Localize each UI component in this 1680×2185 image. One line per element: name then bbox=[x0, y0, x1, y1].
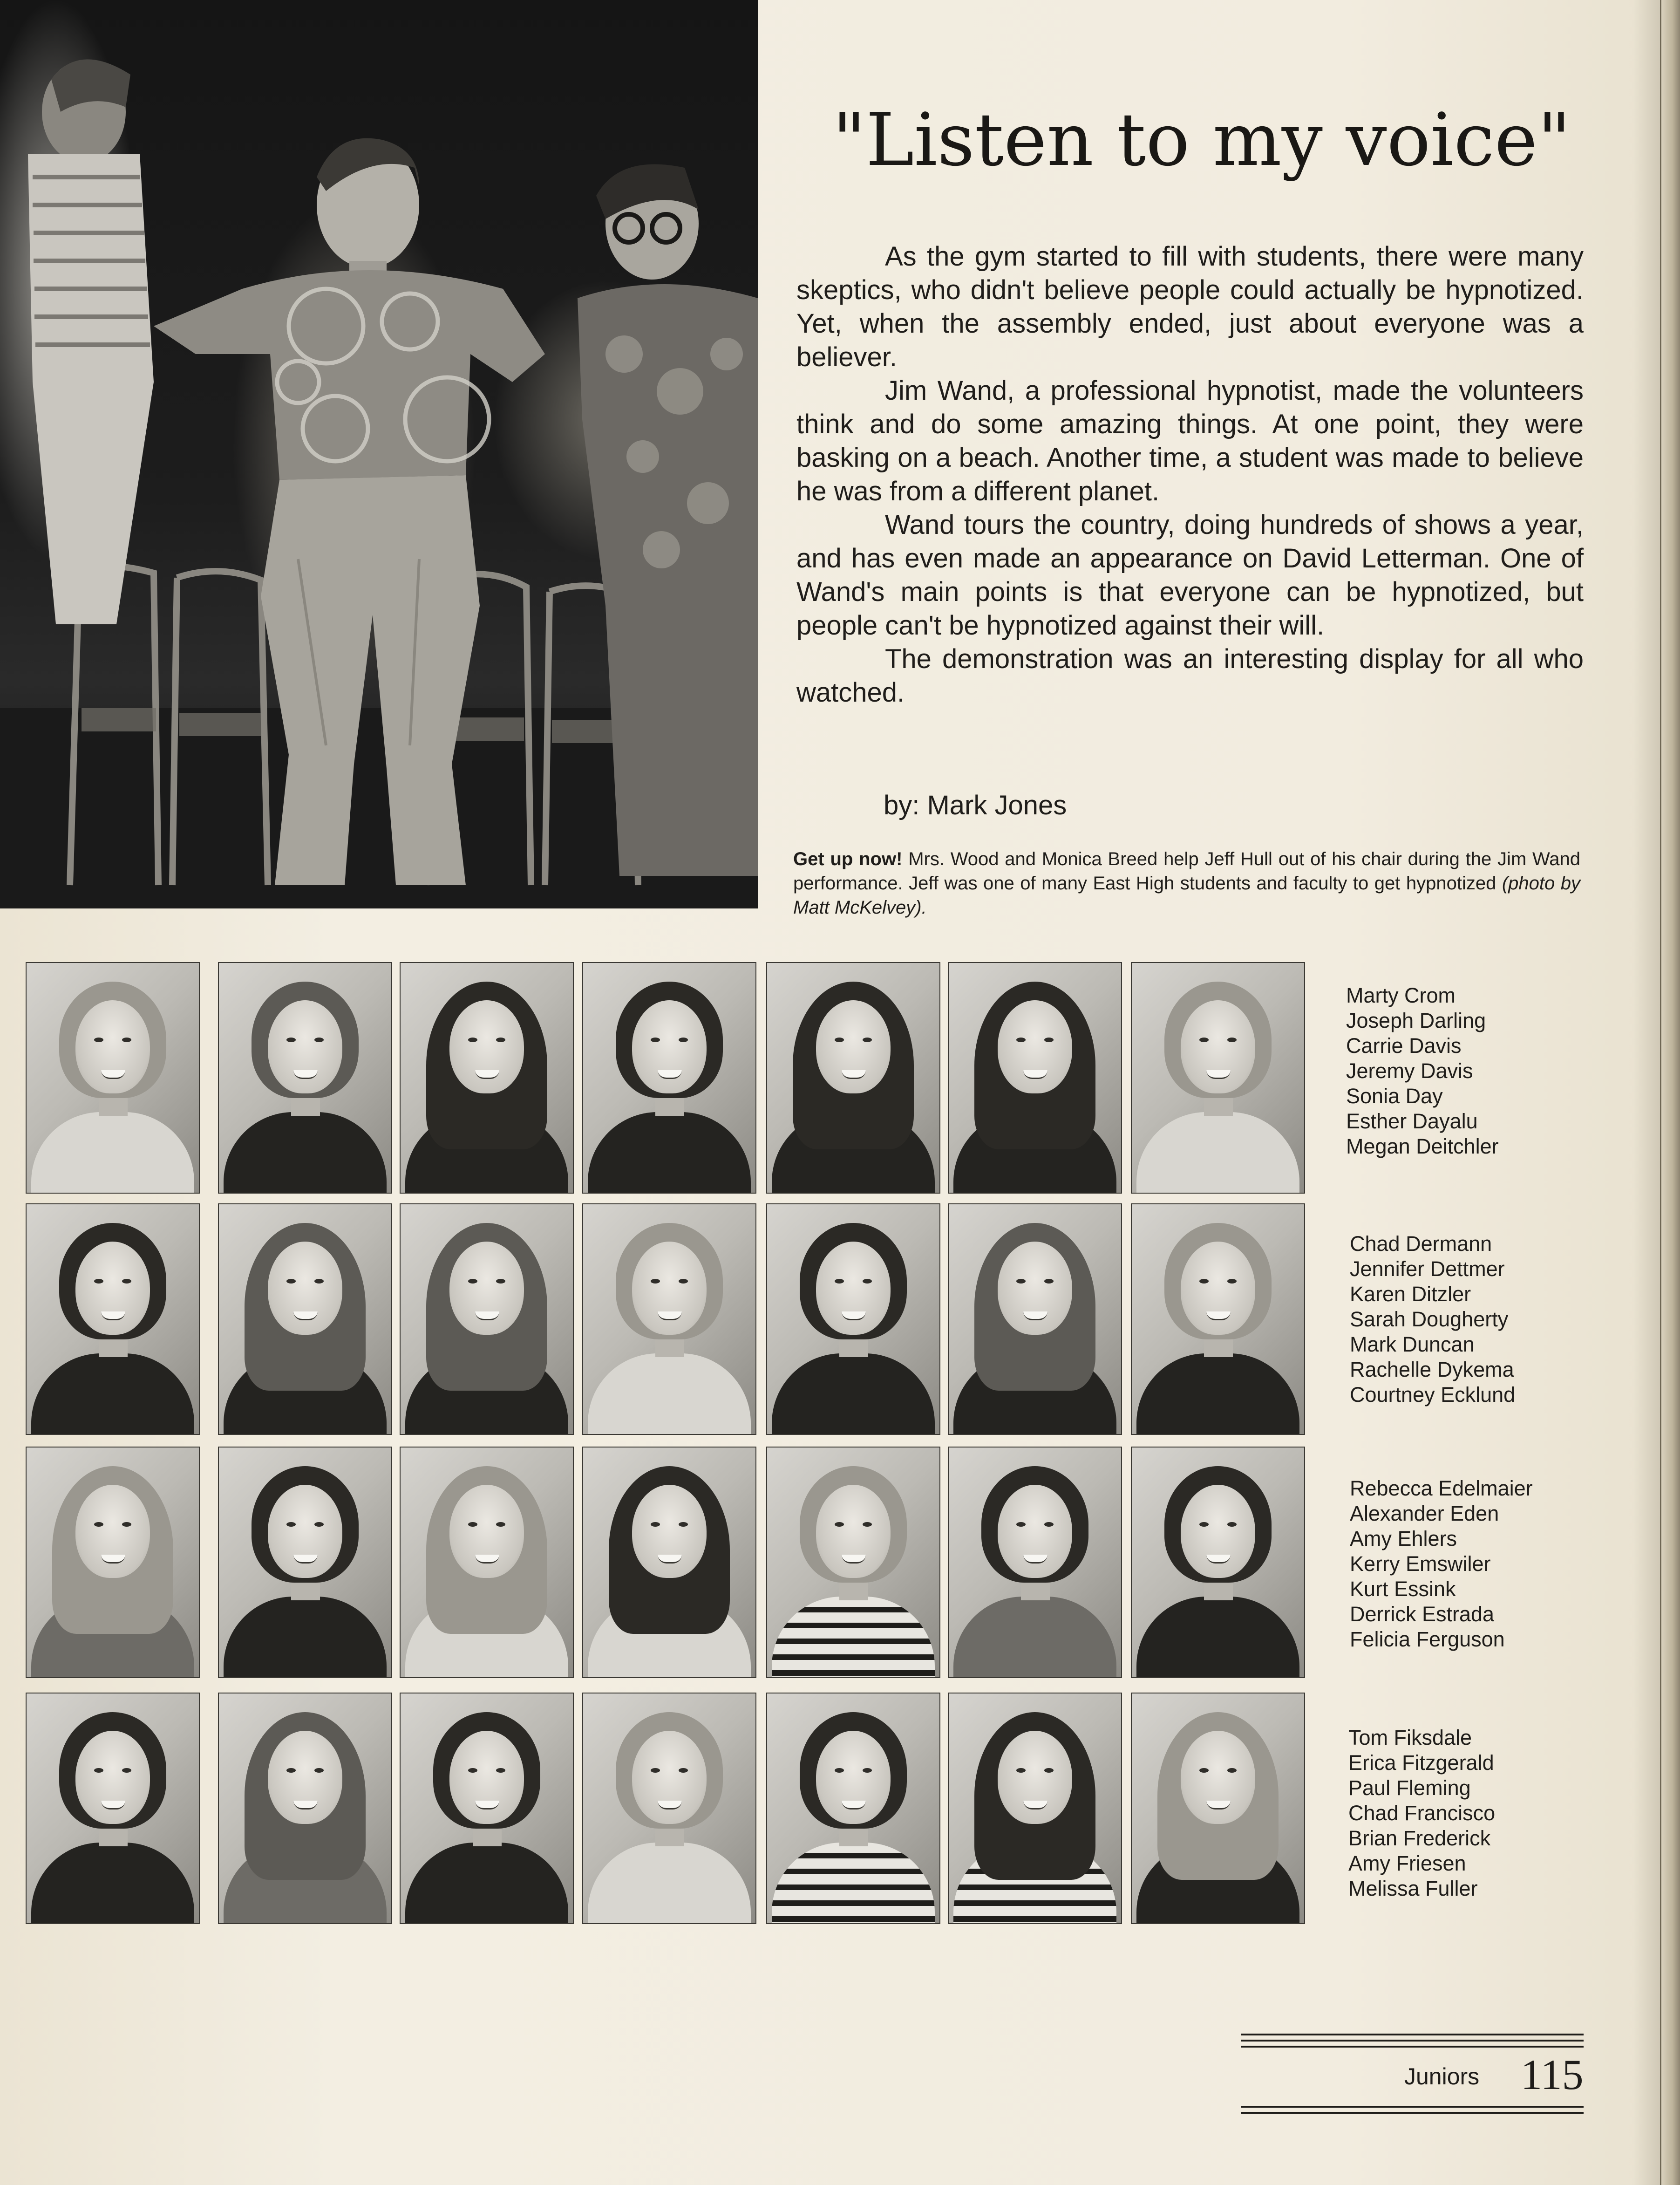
portrait-face bbox=[632, 1731, 707, 1824]
footer-rule bbox=[1241, 2040, 1584, 2042]
student-portrait bbox=[948, 1203, 1122, 1435]
photo-scene bbox=[0, 0, 758, 908]
student-name: Rebecca Edelmaier bbox=[1350, 1476, 1533, 1500]
student-name: Amy Friesen bbox=[1348, 1851, 1466, 1875]
article-body bbox=[796, 240, 1584, 710]
page-binding bbox=[1660, 0, 1680, 2185]
student-portrait bbox=[766, 1447, 940, 1678]
portrait-body bbox=[588, 1353, 751, 1435]
portrait-eye bbox=[1227, 1279, 1237, 1284]
portrait-eye bbox=[94, 1522, 103, 1527]
student-name: Rachelle Dykema bbox=[1350, 1358, 1514, 1381]
caption-credit: (photo by Matt McKelvey). bbox=[793, 873, 1580, 918]
portrait-body bbox=[953, 1597, 1116, 1678]
footer-section-label: Juniors bbox=[1404, 2063, 1480, 2089]
article-paragraph: As the gym started to fill with students, there were many skeptics, who didn't believe people could actually be hypnotized. Yet, when the assembly ended, just about everyone was a believer. bbox=[796, 241, 1584, 372]
portrait-eye bbox=[1199, 1522, 1209, 1527]
portrait-eye bbox=[1016, 1768, 1026, 1773]
portrait-body bbox=[772, 1597, 935, 1678]
student-portrait bbox=[26, 962, 200, 1194]
portrait-eye bbox=[863, 1038, 872, 1042]
portrait-face bbox=[75, 1731, 150, 1824]
portrait-eye bbox=[679, 1038, 688, 1042]
portrait-face bbox=[998, 1485, 1072, 1578]
portrait-eye bbox=[651, 1038, 660, 1042]
student-name: Tom Fiksdale bbox=[1348, 1726, 1472, 1749]
portrait-eye bbox=[468, 1768, 477, 1773]
portrait-face bbox=[816, 1485, 891, 1578]
portrait-eye bbox=[1227, 1522, 1237, 1527]
portrait-eye bbox=[122, 1522, 131, 1527]
student-portrait bbox=[218, 1693, 392, 1924]
student-portrait bbox=[582, 962, 756, 1194]
student-name: Jennifer Dettmer bbox=[1350, 1257, 1505, 1281]
caption-body: Mrs. Wood and Monica Breed help Jeff Hull out of his chair during the Jim Wand performance. Jeff was one of many East High students and faculty to get hypnotized bbox=[793, 849, 1580, 894]
portrait-face bbox=[449, 1000, 524, 1093]
student-portrait bbox=[948, 1693, 1122, 1924]
footer-rule bbox=[1241, 2046, 1584, 2048]
student-portrait bbox=[948, 962, 1122, 1194]
student-portrait bbox=[400, 1447, 574, 1678]
footer-rule bbox=[1241, 2112, 1584, 2114]
portrait-face bbox=[816, 1000, 891, 1093]
portrait-eye bbox=[314, 1768, 324, 1773]
portrait-body bbox=[1136, 1112, 1299, 1194]
student-portrait bbox=[218, 1447, 392, 1678]
portrait-eye bbox=[835, 1522, 844, 1527]
portrait-body bbox=[31, 1843, 194, 1924]
portrait-eye bbox=[679, 1768, 688, 1773]
portrait-eye bbox=[1016, 1522, 1026, 1527]
name-list-row-2 bbox=[1350, 1231, 1515, 1407]
portrait-body bbox=[772, 1843, 935, 1924]
portrait-face bbox=[268, 1242, 342, 1335]
student-portrait bbox=[766, 1693, 940, 1924]
article-paragraph: Jim Wand, a professional hypnotist, made the volunteers think and do some amazing things. At one point, they were basking on a beach. Another time, a student was made to believe he was from a different planet. bbox=[796, 376, 1584, 506]
student-portrait bbox=[26, 1693, 200, 1924]
portrait-eye bbox=[1044, 1038, 1054, 1042]
portrait-face bbox=[1181, 1485, 1255, 1578]
portrait-body bbox=[588, 1112, 751, 1194]
student-portrait bbox=[400, 962, 574, 1194]
portrait-eye bbox=[286, 1522, 296, 1527]
portrait-eye bbox=[94, 1768, 103, 1773]
portrait-eye bbox=[1044, 1279, 1054, 1284]
portrait-eye bbox=[863, 1279, 872, 1284]
student-name: Megan Deitchler bbox=[1346, 1134, 1499, 1158]
portrait-eye bbox=[1044, 1522, 1054, 1527]
student-name: Esther Dayalu bbox=[1346, 1109, 1478, 1133]
footer-rule bbox=[1241, 2034, 1584, 2035]
portrait-eye bbox=[1044, 1768, 1054, 1773]
portrait-body bbox=[224, 1112, 387, 1194]
portrait-eye bbox=[122, 1279, 131, 1284]
student-portrait bbox=[218, 1203, 392, 1435]
student-name: Chad Francisco bbox=[1348, 1801, 1496, 1825]
portrait-face bbox=[449, 1485, 524, 1578]
portrait-eye bbox=[314, 1522, 324, 1527]
student-name: Felicia Ferguson bbox=[1350, 1627, 1505, 1651]
portrait-eye bbox=[863, 1768, 872, 1773]
portrait-eye bbox=[314, 1279, 324, 1284]
student-name: Sonia Day bbox=[1346, 1084, 1443, 1108]
photo-caption bbox=[793, 847, 1580, 920]
student-portrait bbox=[948, 1447, 1122, 1678]
student-portrait bbox=[400, 1693, 574, 1924]
portrait-eye bbox=[468, 1038, 477, 1042]
student-name: Brian Frederick bbox=[1348, 1826, 1491, 1850]
caption-lead: Get up now! bbox=[793, 849, 903, 869]
student-name: Carrie Davis bbox=[1346, 1034, 1462, 1058]
portrait-eye bbox=[1227, 1038, 1237, 1042]
article-paragraph: The demonstration was an interesting display for all who watched. bbox=[796, 644, 1584, 708]
portrait-eye bbox=[286, 1279, 296, 1284]
portrait-eye bbox=[1016, 1038, 1026, 1042]
portrait-face bbox=[75, 1485, 150, 1578]
portrait-eye bbox=[863, 1522, 872, 1527]
portrait-face bbox=[632, 1000, 707, 1093]
portrait-eye bbox=[835, 1768, 844, 1773]
student-portrait bbox=[1131, 962, 1305, 1194]
portrait-eye bbox=[651, 1768, 660, 1773]
student-portrait bbox=[582, 1693, 756, 1924]
student-portrait bbox=[218, 962, 392, 1194]
portrait-eye bbox=[468, 1279, 477, 1284]
hypnotist-show-photo bbox=[0, 0, 758, 908]
portrait-face bbox=[998, 1731, 1072, 1824]
portrait-face bbox=[998, 1000, 1072, 1093]
student-name: Alexander Eden bbox=[1350, 1502, 1499, 1525]
portrait-face bbox=[816, 1731, 891, 1824]
portrait-eye bbox=[94, 1279, 103, 1284]
student-name: Karen Ditzler bbox=[1350, 1282, 1471, 1306]
student-portrait bbox=[766, 962, 940, 1194]
student-portrait bbox=[766, 1203, 940, 1435]
student-name: Chad Dermann bbox=[1350, 1232, 1492, 1256]
portrait-eye bbox=[496, 1279, 505, 1284]
page-number: 115 bbox=[1521, 2051, 1584, 2098]
portrait-face bbox=[75, 1000, 150, 1093]
footer-rule bbox=[1241, 2106, 1584, 2108]
portrait-eye bbox=[496, 1038, 505, 1042]
portrait-face bbox=[268, 1485, 342, 1578]
portrait-body bbox=[31, 1353, 194, 1435]
student-portrait bbox=[1131, 1693, 1305, 1924]
name-list-row-1 bbox=[1346, 983, 1499, 1159]
student-portrait bbox=[582, 1447, 756, 1678]
student-name: Kurt Essink bbox=[1350, 1577, 1456, 1601]
portrait-body bbox=[588, 1843, 751, 1924]
portrait-eye bbox=[835, 1038, 844, 1042]
student-name: Sarah Dougherty bbox=[1350, 1307, 1509, 1331]
portrait-body bbox=[31, 1112, 194, 1194]
student-portrait bbox=[582, 1203, 756, 1435]
portrait-body bbox=[1136, 1597, 1299, 1678]
portrait-eye bbox=[835, 1279, 844, 1284]
portrait-body bbox=[405, 1843, 568, 1924]
name-list-row-4 bbox=[1348, 1725, 1495, 1901]
student-portrait bbox=[26, 1447, 200, 1678]
portrait-eye bbox=[122, 1768, 131, 1773]
portrait-face bbox=[449, 1242, 524, 1335]
name-list-row-3 bbox=[1350, 1476, 1533, 1652]
portrait-face bbox=[816, 1242, 891, 1335]
portrait-face bbox=[268, 1731, 342, 1824]
student-portrait bbox=[1131, 1447, 1305, 1678]
portrait-face bbox=[1181, 1242, 1255, 1335]
student-name: Paul Fleming bbox=[1348, 1776, 1471, 1800]
portrait-eye bbox=[1199, 1768, 1209, 1773]
left-helper-figure bbox=[28, 59, 154, 624]
portrait-face bbox=[75, 1242, 150, 1335]
portrait-eye bbox=[496, 1522, 505, 1527]
student-name: Kerry Emswiler bbox=[1350, 1552, 1491, 1576]
portrait-face bbox=[1181, 1731, 1255, 1824]
portrait-eye bbox=[651, 1279, 660, 1284]
portrait-eye bbox=[94, 1038, 103, 1042]
student-name: Jeremy Davis bbox=[1346, 1059, 1473, 1083]
portrait-eye bbox=[1199, 1038, 1209, 1042]
portrait-face bbox=[998, 1242, 1072, 1335]
article-paragraph: Wand tours the country, doing hundreds of shows a year, and has even made an appearance on David Letterman. One of Wand's main points is that everyone can be hypnotized, but people can't be hypnotized against their will. bbox=[796, 510, 1584, 641]
portrait-eye bbox=[496, 1768, 505, 1773]
student-portrait bbox=[26, 1203, 200, 1435]
portrait-body bbox=[772, 1353, 935, 1435]
student-name: Amy Ehlers bbox=[1350, 1527, 1457, 1550]
portrait-eye bbox=[651, 1522, 660, 1527]
portrait-eye bbox=[679, 1279, 688, 1284]
student-name: Marty Crom bbox=[1346, 983, 1456, 1007]
portrait-face bbox=[449, 1731, 524, 1824]
portrait-face bbox=[1181, 1000, 1255, 1093]
portrait-eye bbox=[286, 1038, 296, 1042]
portrait-eye bbox=[468, 1522, 477, 1527]
portrait-body bbox=[1136, 1353, 1299, 1435]
portrait-eye bbox=[1016, 1279, 1026, 1284]
article-byline: by: Mark Jones bbox=[884, 790, 1067, 820]
portrait-eye bbox=[1227, 1768, 1237, 1773]
portrait-eye bbox=[286, 1768, 296, 1773]
portrait-body bbox=[224, 1597, 387, 1678]
portrait-eye bbox=[314, 1038, 324, 1042]
student-name: Courtney Ecklund bbox=[1350, 1383, 1516, 1407]
portrait-eye bbox=[1199, 1279, 1209, 1284]
binding-shadow bbox=[1633, 0, 1661, 2185]
portrait-face bbox=[632, 1485, 707, 1578]
portrait-face bbox=[268, 1000, 342, 1093]
portrait-eye bbox=[679, 1522, 688, 1527]
portrait-eye bbox=[122, 1038, 131, 1042]
student-portrait bbox=[400, 1203, 574, 1435]
student-name: Joseph Darling bbox=[1346, 1009, 1486, 1032]
student-name: Melissa Fuller bbox=[1348, 1877, 1478, 1900]
student-portrait bbox=[1131, 1203, 1305, 1435]
student-name: Erica Fitzgerald bbox=[1348, 1751, 1494, 1775]
student-name: Derrick Estrada bbox=[1350, 1602, 1495, 1626]
student-name: Mark Duncan bbox=[1350, 1332, 1475, 1356]
portrait-face bbox=[632, 1242, 707, 1335]
article-headline: "Listen to my voice" bbox=[832, 97, 1571, 182]
